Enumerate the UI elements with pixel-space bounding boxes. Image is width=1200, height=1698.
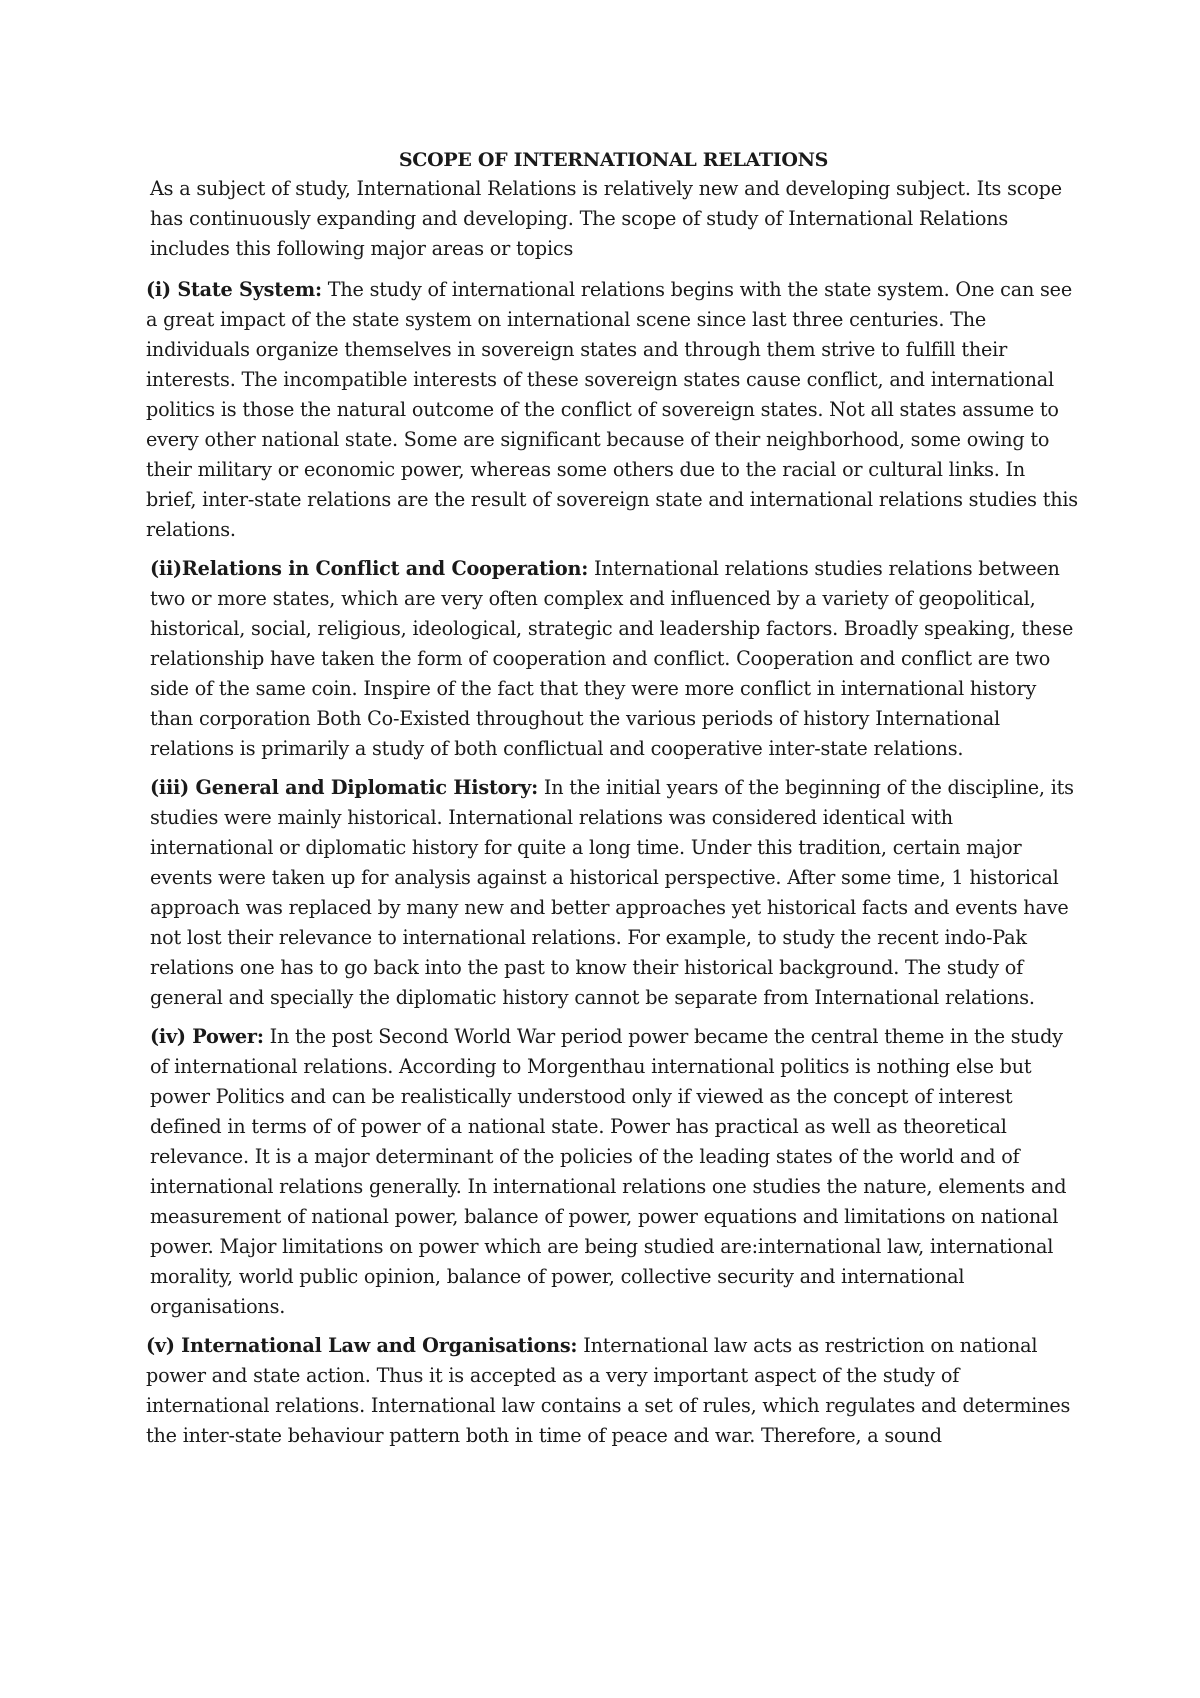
section-diplomatic-history — [146, 773, 1081, 1013]
section-international-law — [146, 1331, 1081, 1451]
section-heading: (v) International Law and Organisations: — [146, 1334, 578, 1357]
intro-paragraph: As a subject of study, International Relations is relatively new and developing subject. Its scope has continuously expanding and developing. The scope of study of International Relations includes this following major areas or topics — [150, 177, 1062, 260]
section-body: International law acts as restriction on national power and state action. Thus it is accepted as a very important aspect of the study of international relations. International law contains a set of rules, which regulates and determines the inter-state behaviour pattern both in time of peace and war. Therefore, a sound — [146, 1334, 1071, 1447]
document-title: SCOPE OF INTERNATIONAL RELATIONS — [398, 149, 829, 171]
section-heading: (iii) General and Diplomatic History: — [150, 776, 538, 799]
section-heading: (iv) Power: — [150, 1025, 264, 1048]
section-body: International relations studies relations between two or more states, which are very often complex and influenced by a variety of geopolitical, historical, social, religious, ideological, strategic and leadership factors. Broadly speaking, these relationship have taken the form of cooperation and conflict. Cooperation and conflict are two side of the same coin. Inspire of the fact that they were more conflict in international history than corporation Both Co-Existed throughout the various periods of history International relations is primarily a study of both conflictual and cooperative inter-state relations. — [150, 557, 1074, 760]
section-body: In the initial years of the beginning of the discipline, its studies were mainly historical. International relations was considered identical with international or diplomatic history for quite a long time. Under this tradition, certain major events were taken up for analysis against a historical perspective. After some time, 1 historical approach was replaced by many new and better approaches yet historical facts and events have not lost their relevance to international relations. For example, to study the recent indo-Pak relations one has to go back into the past to know their historical background. The study of general and specially the diplomatic history cannot be separate from International relations. — [150, 776, 1074, 1009]
section-heading: (i) State System: — [146, 278, 322, 301]
document-page — [146, 146, 1081, 1460]
section-heading: (ii)Relations in Conflict and Cooperation: — [150, 557, 589, 580]
section-state-system — [146, 275, 1081, 545]
section-body: In the post Second World War period power became the central theme in the study of international relations. According to Morgenthau international politics is nothing else but power Politics and can be realistically understood only if viewed as the concept of interest defined in terms of of power of a national state. Power has practical as well as theoretical relevance. It is a major determinant of the policies of the leading states of the world and of international relations generally. In international relations one studies the nature, elements and measurement of national power, balance of power, power equations and limitations on national power. Major limitations on power which are being studied are:international law, international morality, world public opinion, balance of power, collective security and international organisations. — [150, 1025, 1067, 1318]
section-body: The study of international relations begins with the state system. One can see a great impact of the state system on international scene since last three centuries. The individuals organize themselves in sovereign states and through them strive to fulfill their interests. The incompatible interests of these sovereign states cause conflict, and international politics is those the natural outcome of the conflict of sovereign states. Not all states assume to every other national state. Some are significant because of their neighborhood, some owing to their military or economic power, whereas some others due to the racial or cultural links. In brief, inter-state relations are the result of sovereign state and international relations studies this relations. — [146, 278, 1078, 541]
section-power — [146, 1022, 1081, 1322]
section-conflict-cooperation — [146, 554, 1081, 764]
